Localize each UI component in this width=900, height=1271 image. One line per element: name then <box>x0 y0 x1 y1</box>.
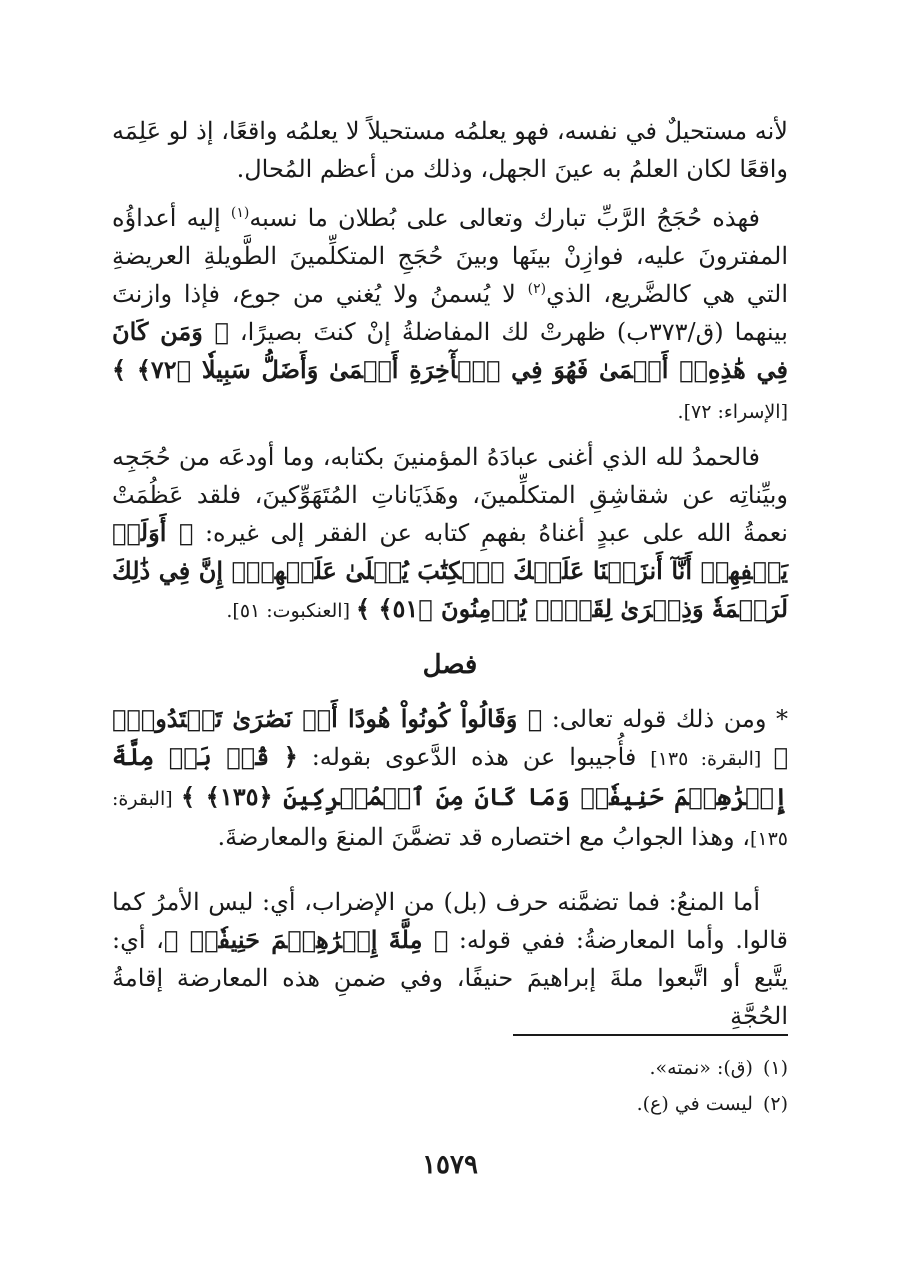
footnote-text: (ق): «نمته». <box>649 1057 753 1079</box>
page-number: ١٥٧٩ <box>422 1150 478 1180</box>
paragraph-1-text: لأنه مستحيلٌ في نفسه، فهو يعلمُه مستحيلاً لا يعلمُه واقعًا، إذ لو عَلِمَه واقعًا لكان العلمُ به عينَ الجهل، وذلك من أعظم المُحال. <box>112 117 788 183</box>
paragraph-2-text-c: لا يُسمنُ ولا يُغني من جوع، فإذا وازنتَ بينهما (ق/٣٧٣ب) ظهرتْ لك المفاضلةُ إنْ كنتَ بصيرًا، <box>112 280 788 346</box>
paragraph-5-text-a: أما المنعُ: فما تضمَّنه حرف (بل) من الإضراب، أي: ليس الأمرُ كما قالوا. وأما المعارضةُ: ففي قوله: <box>112 888 788 954</box>
footnote-separator <box>513 1034 788 1036</box>
paragraph-3 <box>112 438 788 630</box>
verse-reference-baqarah-2: [البقرة: ١٣٥] <box>112 788 788 850</box>
paragraph-4-intro: * ومن ذلك قوله تعالى: <box>542 705 789 733</box>
paragraph-4-mid: فأُجيبوا عن هذه الدَّعوى بقوله: <box>297 743 651 771</box>
paragraph-2-text-a: فهذه حُجَجُ الرَّبِّ تبارك وتعالى على بُطلان ما نسبه <box>249 204 761 232</box>
footnote-item <box>112 1086 788 1122</box>
verse-reference-ankabut: [العنكبوت: ٥١]. <box>226 600 357 622</box>
paragraph-5 <box>112 883 788 1035</box>
section-heading: فصل <box>422 650 478 680</box>
quran-verse-baqarah-2: ﴿ قُلۡ بَلۡ مِلَّةَ إِبۡرَٰهِـۧمَ حَنِيفٗاۖ وَمَا كَانَ مِنَ ٱلۡمُشۡرِكِينَ ﴿١٣٥﴾ ﴾ <box>112 742 788 811</box>
paragraph-2 <box>112 199 788 431</box>
footnote-number: (٢) <box>762 1093 788 1115</box>
verse-reference-isra: [الإسراء: ٧٢]. <box>677 401 788 423</box>
footnote-number: (١) <box>762 1057 788 1079</box>
footnote-text: ليست في (ع). <box>636 1093 753 1115</box>
quran-verse-millah: ﴿ مِلَّةَ إِبۡرَٰهِـۧمَ حَنِيفٗاۖ ﴾ <box>163 925 449 954</box>
footnote-marker-1: (١) <box>230 205 250 221</box>
verse-reference-baqarah-1: [البقرة: ١٣٥] <box>650 748 774 770</box>
footnote-marker-2: (٢) <box>527 281 547 297</box>
paragraph-5-text-b: ، أي: يتَّبع أو اتَّبعوا ملةَ إبراهيمَ حنيفًا، وفي ضمنِ هذه المعارضة إقامةُ الحُجَّةِ <box>112 926 788 1030</box>
paragraph-2-text-b: إليه أعداؤُه المفترونَ عليه، فوازِنْ بينَها وبينَ حُجَجِ المتكلِّمينَ الطَّويلةِ العريضةِ التي هي كالضَّريع، الذي <box>112 204 788 308</box>
paragraph-4 <box>112 700 788 858</box>
quran-verse-isra: ﴿ وَمَن كَانَ فِي هَٰذِهِۦٓ أَعۡمَىٰ فَهُوَ فِي ٱلۡأٓخِرَةِ أَعۡمَىٰ وَأَضَلُّ سَبِيلٗا ﴿٧٢﴾ ﴾ <box>112 317 788 384</box>
paragraph-1 <box>112 112 788 188</box>
quran-verse-baqarah-1: ﴿ وَقَالُواْ كُونُواْ هُودًا أَوۡ نَصَٰرَىٰ تَهۡتَدُواْۗ ﴾ <box>112 704 789 771</box>
paragraph-3-text: فالحمدُ لله الذي أغنى عبادَهُ المؤمنينَ بكتابه، وما أودعَه من حُجَجِه وبيِّناتِه عن شقاشِقِ المتكلِّمينَ، وهَذَيَاناتِ المُتَهَوِّكينَ، فلقد عَظُمَتْ نعمةُ الله على عبدٍ أغناهُ بفهمِ كتابه عن الفقر إلى غيره: <box>112 443 788 547</box>
paragraph-4-end: ، وهذا الجوابُ مع اختصاره قد تضمَّنَ المنعَ والمعارضةَ. <box>217 823 750 851</box>
footnotes-list <box>112 1050 788 1122</box>
footnote-item <box>112 1050 788 1086</box>
quran-verse-ankabut: ﴿ أَوَلَمۡ يَكۡفِهِمۡ أَنَّآ أَنزَلۡنَا عَلَيۡكَ ٱلۡكِتَٰبَ يُتۡلَىٰ عَلَيۡهِمۡۚ إِنَّ فِي ذَٰلِكَ لَرَحۡمَةٗ وَذِكۡرَىٰ لِقَوۡمٖ يُؤۡمِنُونَ ﴿٥١﴾ ﴾ <box>112 518 788 623</box>
